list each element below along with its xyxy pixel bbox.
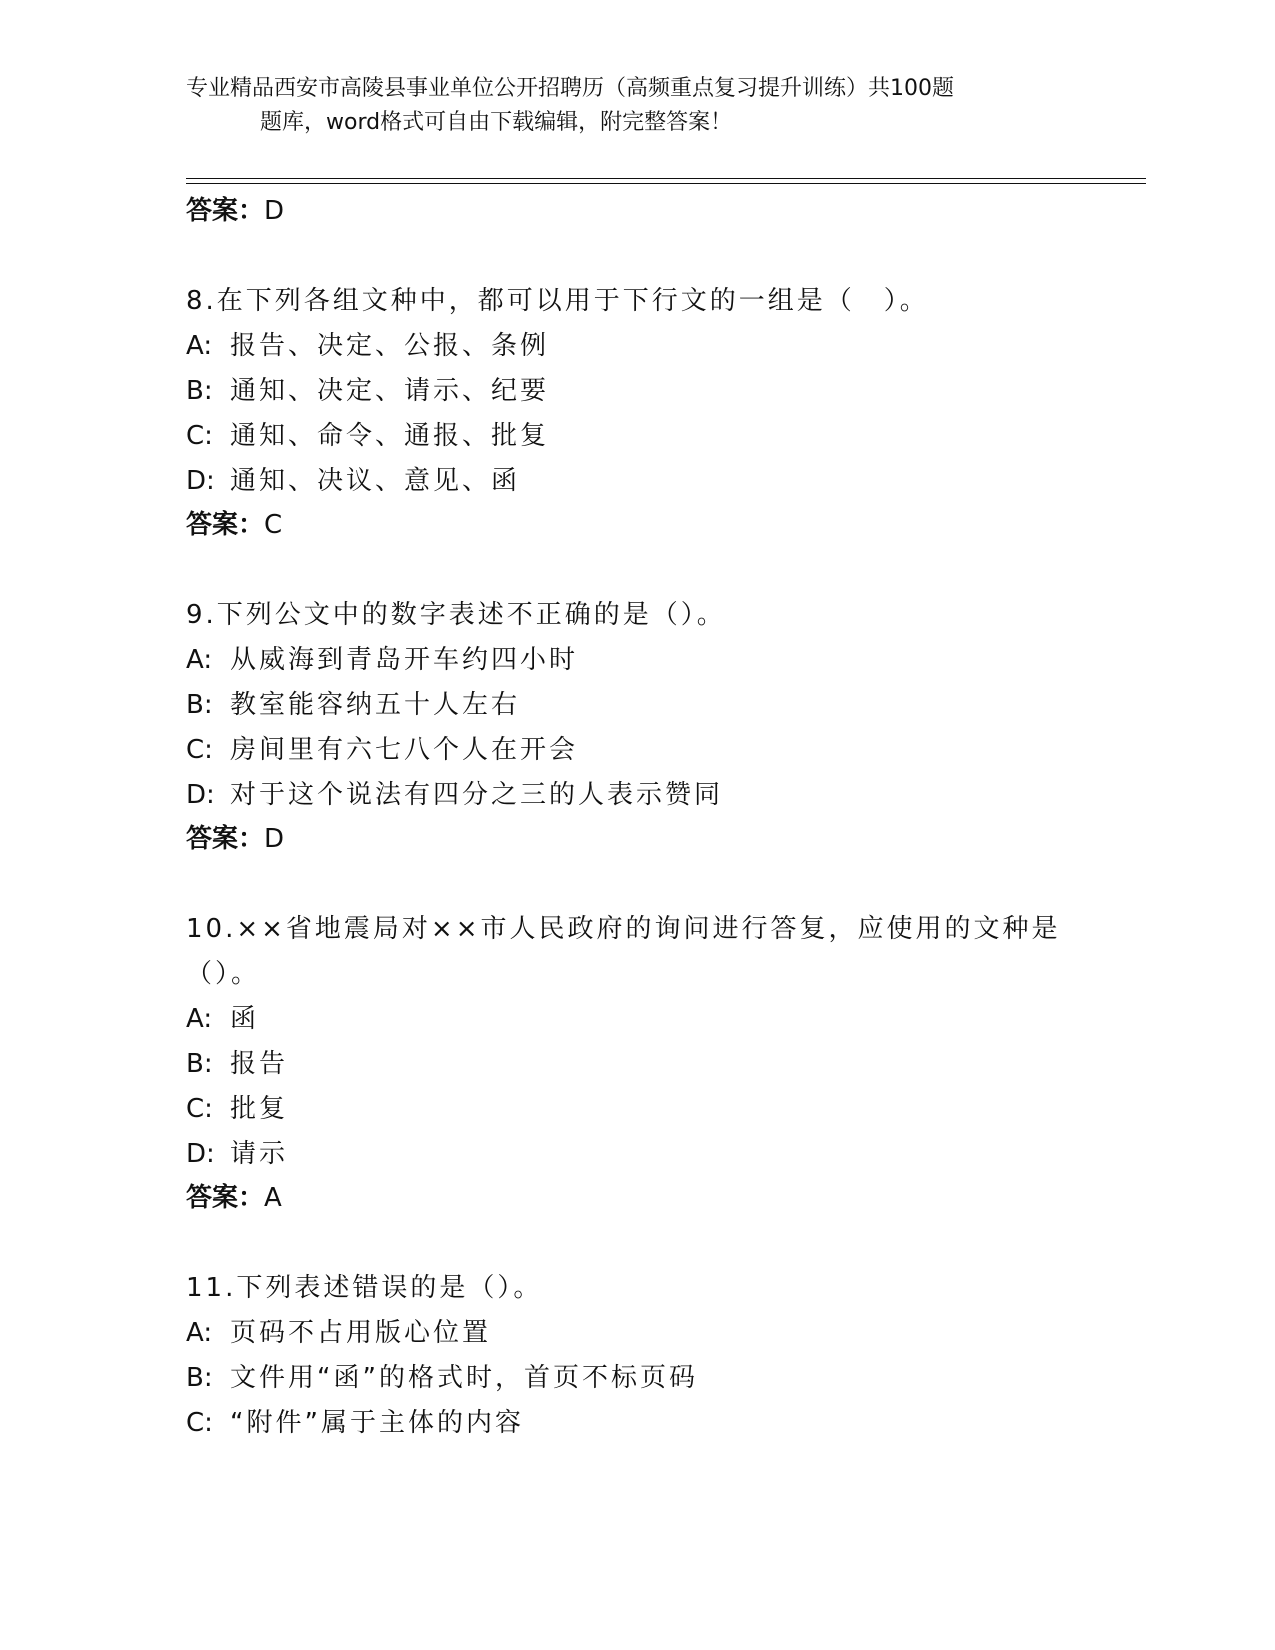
option-letter: B:: [186, 690, 213, 720]
answer-line: [186, 504, 1086, 549]
answer-value: D: [264, 824, 285, 854]
option-c: [186, 1401, 1086, 1446]
option-text: 从威海到青岛开车约四小时: [230, 645, 579, 675]
option-letter: A:: [186, 645, 213, 675]
option-letter: A:: [186, 331, 213, 361]
option-text: 通知、命令、通报、批复: [230, 421, 550, 451]
option-letter: C:: [186, 735, 213, 765]
option-d: [186, 1132, 1086, 1177]
option-letter: B:: [186, 1049, 213, 1079]
option-b: [186, 1042, 1086, 1087]
option-text: “附件”属于主体的内容: [230, 1408, 524, 1438]
option-a: [186, 1311, 1086, 1356]
question-text: 11.下列表述错误的是（）。: [186, 1273, 543, 1303]
option-text: 通知、决定、请示、纪要: [230, 376, 550, 406]
option-letter: D:: [186, 1139, 215, 1169]
option-text: 通知、决议、意见、函: [230, 466, 521, 496]
option-text: 房间里有六七八个人在开会: [230, 735, 579, 765]
header-rule-top: [186, 178, 1146, 179]
option-text: 报告: [230, 1049, 289, 1079]
option-letter: A:: [186, 1004, 213, 1034]
option-letter: C:: [186, 421, 213, 451]
option-b: [186, 1356, 1086, 1401]
question-text: 9.下列公文中的数字表述不正确的是（）。: [186, 600, 726, 630]
answer-line: [186, 818, 1086, 863]
header-rule-bottom: [186, 183, 1146, 184]
answer-value: A: [264, 1183, 282, 1213]
answer-label: 答案：: [186, 510, 265, 540]
question-text: 8.在下列各组文种中，都可以用于下行文的一组是（ ）。: [186, 286, 929, 316]
option-d: [186, 459, 1086, 504]
option-text: 请示: [230, 1139, 289, 1169]
option-b: [186, 683, 1086, 728]
question-block: [186, 907, 1086, 1222]
option-text: 批复: [230, 1094, 289, 1124]
option-a: [186, 638, 1086, 683]
answer-line: [186, 1177, 1086, 1222]
document-header: [186, 72, 1066, 140]
answer-line: [186, 190, 1086, 235]
answer-value: C: [264, 510, 283, 540]
document-body: [186, 190, 1086, 1446]
answer-label: 答案：: [186, 196, 265, 226]
option-letter: C:: [186, 1408, 213, 1438]
option-letter: D:: [186, 780, 215, 810]
option-letter: A:: [186, 1318, 213, 1348]
answer-value: D: [264, 196, 285, 226]
option-text: 文件用“函”的格式时，首页不标页码: [230, 1363, 698, 1393]
option-text: 函: [230, 1004, 260, 1034]
question-block: [186, 1266, 1086, 1446]
option-letter: D:: [186, 466, 215, 496]
option-text: 教室能容纳五十人左右: [230, 690, 521, 720]
option-text: 对于这个说法有四分之三的人表示赞同: [230, 780, 724, 810]
answer-label: 答案：: [186, 824, 265, 854]
option-b: [186, 369, 1086, 414]
option-d: [186, 773, 1086, 818]
option-letter: C:: [186, 1094, 213, 1124]
question-text: 10.××省地震局对××市人民政府的询问进行答复，应使用的文种是（）。: [186, 914, 1061, 989]
header-title-line-1: 专业精品西安市高陵县事业单位公开招聘历（高频重点复习提升训练）共100题: [186, 76, 954, 101]
option-text: 页码不占用版心位置: [230, 1318, 492, 1348]
option-letter: B:: [186, 1363, 213, 1393]
option-c: [186, 728, 1086, 773]
option-c: [186, 414, 1086, 459]
option-a: [186, 997, 1086, 1042]
question-block: [186, 279, 1086, 549]
answer-label: 答案：: [186, 1183, 265, 1213]
option-letter: B:: [186, 376, 213, 406]
header-title-line-2: 题库，word格式可自由下载编辑，附完整答案！: [260, 110, 733, 135]
question-block: [186, 593, 1086, 863]
option-c: [186, 1087, 1086, 1132]
option-text: 报告、决定、公报、条例: [230, 331, 550, 361]
option-a: [186, 324, 1086, 369]
